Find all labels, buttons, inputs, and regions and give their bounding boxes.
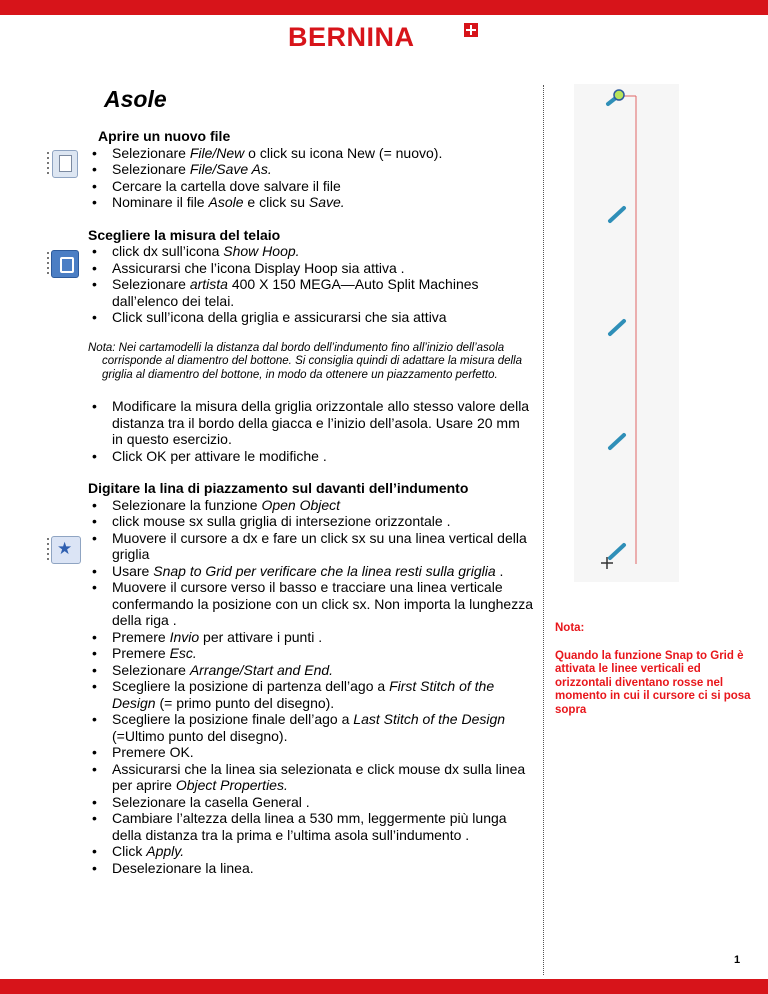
item-text: Cercare la cartella dove salvare il file xyxy=(112,177,341,194)
item-text: per attivare i punti . xyxy=(199,628,323,645)
item-text: Premere xyxy=(112,645,170,661)
item-text: Assicurarsi che l’icona Display Hoop sia attiva . xyxy=(112,259,405,276)
section-heading: Scegliere la misura del telaio xyxy=(88,226,281,243)
toolbar-dots xyxy=(47,152,51,177)
item-emphasis: artista xyxy=(189,276,228,292)
buttonhole-mark xyxy=(610,435,624,448)
list-item xyxy=(88,761,534,794)
list-item xyxy=(88,398,534,448)
item-text: (= primo punto del disegno). xyxy=(155,694,335,711)
buttonhole-mark xyxy=(610,208,624,221)
instruction-list xyxy=(88,243,534,326)
side-note-title: Nota: xyxy=(555,622,585,634)
item-text: Premere xyxy=(112,628,170,645)
list-item xyxy=(88,794,534,811)
item-text: Selezionare xyxy=(112,661,190,678)
bottom-red-bar xyxy=(0,979,768,994)
list-item xyxy=(88,843,534,860)
item-text: 400 X 150 MEGA—Auto Split Machines dall’elenco dei telai. xyxy=(112,276,479,309)
list-item xyxy=(88,243,534,260)
list-item xyxy=(88,744,534,761)
item-emphasis: Object Properties. xyxy=(175,777,288,793)
top-red-bar xyxy=(0,0,768,15)
side-note-text: Quando la funzione Snap to Grid è attivata le linee verticali ed orizzontali diventano rosse nel momento in cui il cursore ci si posa sopra xyxy=(555,649,751,716)
list-item xyxy=(88,178,534,195)
item-emphasis: Save. xyxy=(308,194,345,210)
list-item xyxy=(88,260,534,277)
instruction-list xyxy=(88,497,534,877)
item-text: Premere OK. xyxy=(112,744,194,760)
item-emphasis: Asole xyxy=(208,194,244,210)
item-emphasis: Arrange/Start and End. xyxy=(189,661,334,678)
main-content xyxy=(88,128,534,876)
item-text: Click sull’icona della griglia e assicurarsi che sia attiva xyxy=(112,309,447,325)
list-item xyxy=(88,448,534,465)
item-text: click dx sull’icona xyxy=(112,243,224,259)
swiss-cross-icon xyxy=(464,23,478,37)
magnifier-icon xyxy=(614,90,624,100)
grid-note: Nota: Nei cartamodelli la distanza dal bordo dell’indumento fino all’inizio dell’asola corrisponde al diamentro del bottone. Si consiglia quindi di adattare la misura della griglia al diamentro del bottone, in modo da ottenere un piazzamento perfetto. xyxy=(88,341,522,381)
item-emphasis: Snap to Grid per verificare che la linea resti sulla griglia xyxy=(153,562,496,579)
item-emphasis: Invio xyxy=(169,628,200,645)
list-item xyxy=(88,530,534,563)
list-item xyxy=(88,497,534,514)
list-item xyxy=(88,711,534,744)
instruction-list xyxy=(88,398,534,464)
item-text: Selezionare xyxy=(112,144,190,161)
list-item xyxy=(88,309,534,326)
item-text: . xyxy=(495,562,504,579)
item-text: (=Ultimo punto del disegno). xyxy=(112,727,288,744)
section-heading: Digitare la lina di piazzamento sul davanti dell’indumento xyxy=(88,480,469,496)
item-text: Muovere il cursore a dx e fare un click sx su una linea vertical della griglia xyxy=(112,529,527,562)
item-text: e click su xyxy=(243,194,309,210)
item-emphasis: Esc. xyxy=(169,645,197,661)
open-object-icon[interactable]: ★ xyxy=(51,536,81,564)
list-item xyxy=(88,678,534,711)
list-item xyxy=(88,194,534,211)
item-text: Nominare il file xyxy=(112,194,209,210)
item-emphasis: Last Stitch of the Design xyxy=(353,711,506,727)
item-text: Usare xyxy=(112,562,154,579)
list-item xyxy=(88,145,534,162)
page-title: Asole xyxy=(104,86,167,112)
item-emphasis: First Stitch of the Design xyxy=(112,678,495,711)
show-hoop-icon[interactable] xyxy=(51,250,79,278)
list-item xyxy=(88,662,534,679)
item-text: Selezionare xyxy=(112,276,190,292)
list-item xyxy=(88,810,534,843)
item-text: Click xyxy=(112,843,147,859)
instruction-list xyxy=(88,145,534,211)
list-item xyxy=(88,629,534,646)
section-placement-line xyxy=(88,480,534,876)
list-item xyxy=(88,860,534,877)
placement-preview xyxy=(574,84,679,582)
item-text: Assicurarsi che la linea sia selezionata e click mouse dx sulla linea per aprire xyxy=(112,760,526,793)
item-emphasis: File/New xyxy=(189,144,245,161)
item-text: Muovere il cursore verso il basso e tracciare una linea verticale confermando la posizione con un click sx. Non importa la lunghezza della riga . xyxy=(112,579,534,628)
new-file-icon[interactable] xyxy=(52,150,78,178)
buttonhole-mark xyxy=(610,545,624,558)
item-text: Selezionare la casella General . xyxy=(112,793,310,810)
list-item xyxy=(88,645,534,662)
list-item xyxy=(88,579,534,629)
list-item xyxy=(88,513,534,530)
item-text: click mouse sx sulla griglia di intersezione orizzontale . xyxy=(112,513,451,529)
bernina-logo: BERNINA xyxy=(288,22,415,52)
item-text: Scegliere la posizione di partenza dell’ago a xyxy=(112,678,390,694)
side-note xyxy=(555,622,760,717)
list-item xyxy=(88,276,534,309)
section-heading: Aprire un nuovo file xyxy=(98,128,231,144)
item-text: Selezionare la funzione xyxy=(112,496,262,513)
item-emphasis: Open Object xyxy=(261,496,341,513)
item-emphasis: Show Hoop. xyxy=(223,243,300,259)
preview-canvas xyxy=(574,84,679,582)
item-text: o click su icona New (= nuovo). xyxy=(244,144,443,161)
item-text: Deselezionare la linea. xyxy=(112,859,254,876)
item-text: Cambiare l’altezza della linea a 530 mm, leggermente più lunga della distanza tra la prima e l’ultima asola sull’indumento . xyxy=(112,810,507,843)
list-item xyxy=(88,563,534,580)
buttonhole-mark xyxy=(610,321,624,334)
column-divider xyxy=(543,85,544,975)
item-emphasis: File/Save As. xyxy=(189,161,272,177)
item-emphasis: Apply. xyxy=(146,843,185,859)
item-text: Click OK per attivare le modifiche . xyxy=(112,447,327,464)
item-text: Modificare la misura della griglia orizzontale allo stesso valore della distanza tra il bordo della giacca e l’inizio dell’asola. Usare 20 mm in questo esercizio. xyxy=(112,398,530,447)
section-new-file xyxy=(88,128,534,211)
item-text: Selezionare xyxy=(112,161,190,177)
item-text: Scegliere la posizione finale dell’ago a xyxy=(112,711,354,727)
page-number: 1 xyxy=(734,954,741,966)
section-hoop xyxy=(88,227,534,326)
list-item xyxy=(88,161,534,178)
